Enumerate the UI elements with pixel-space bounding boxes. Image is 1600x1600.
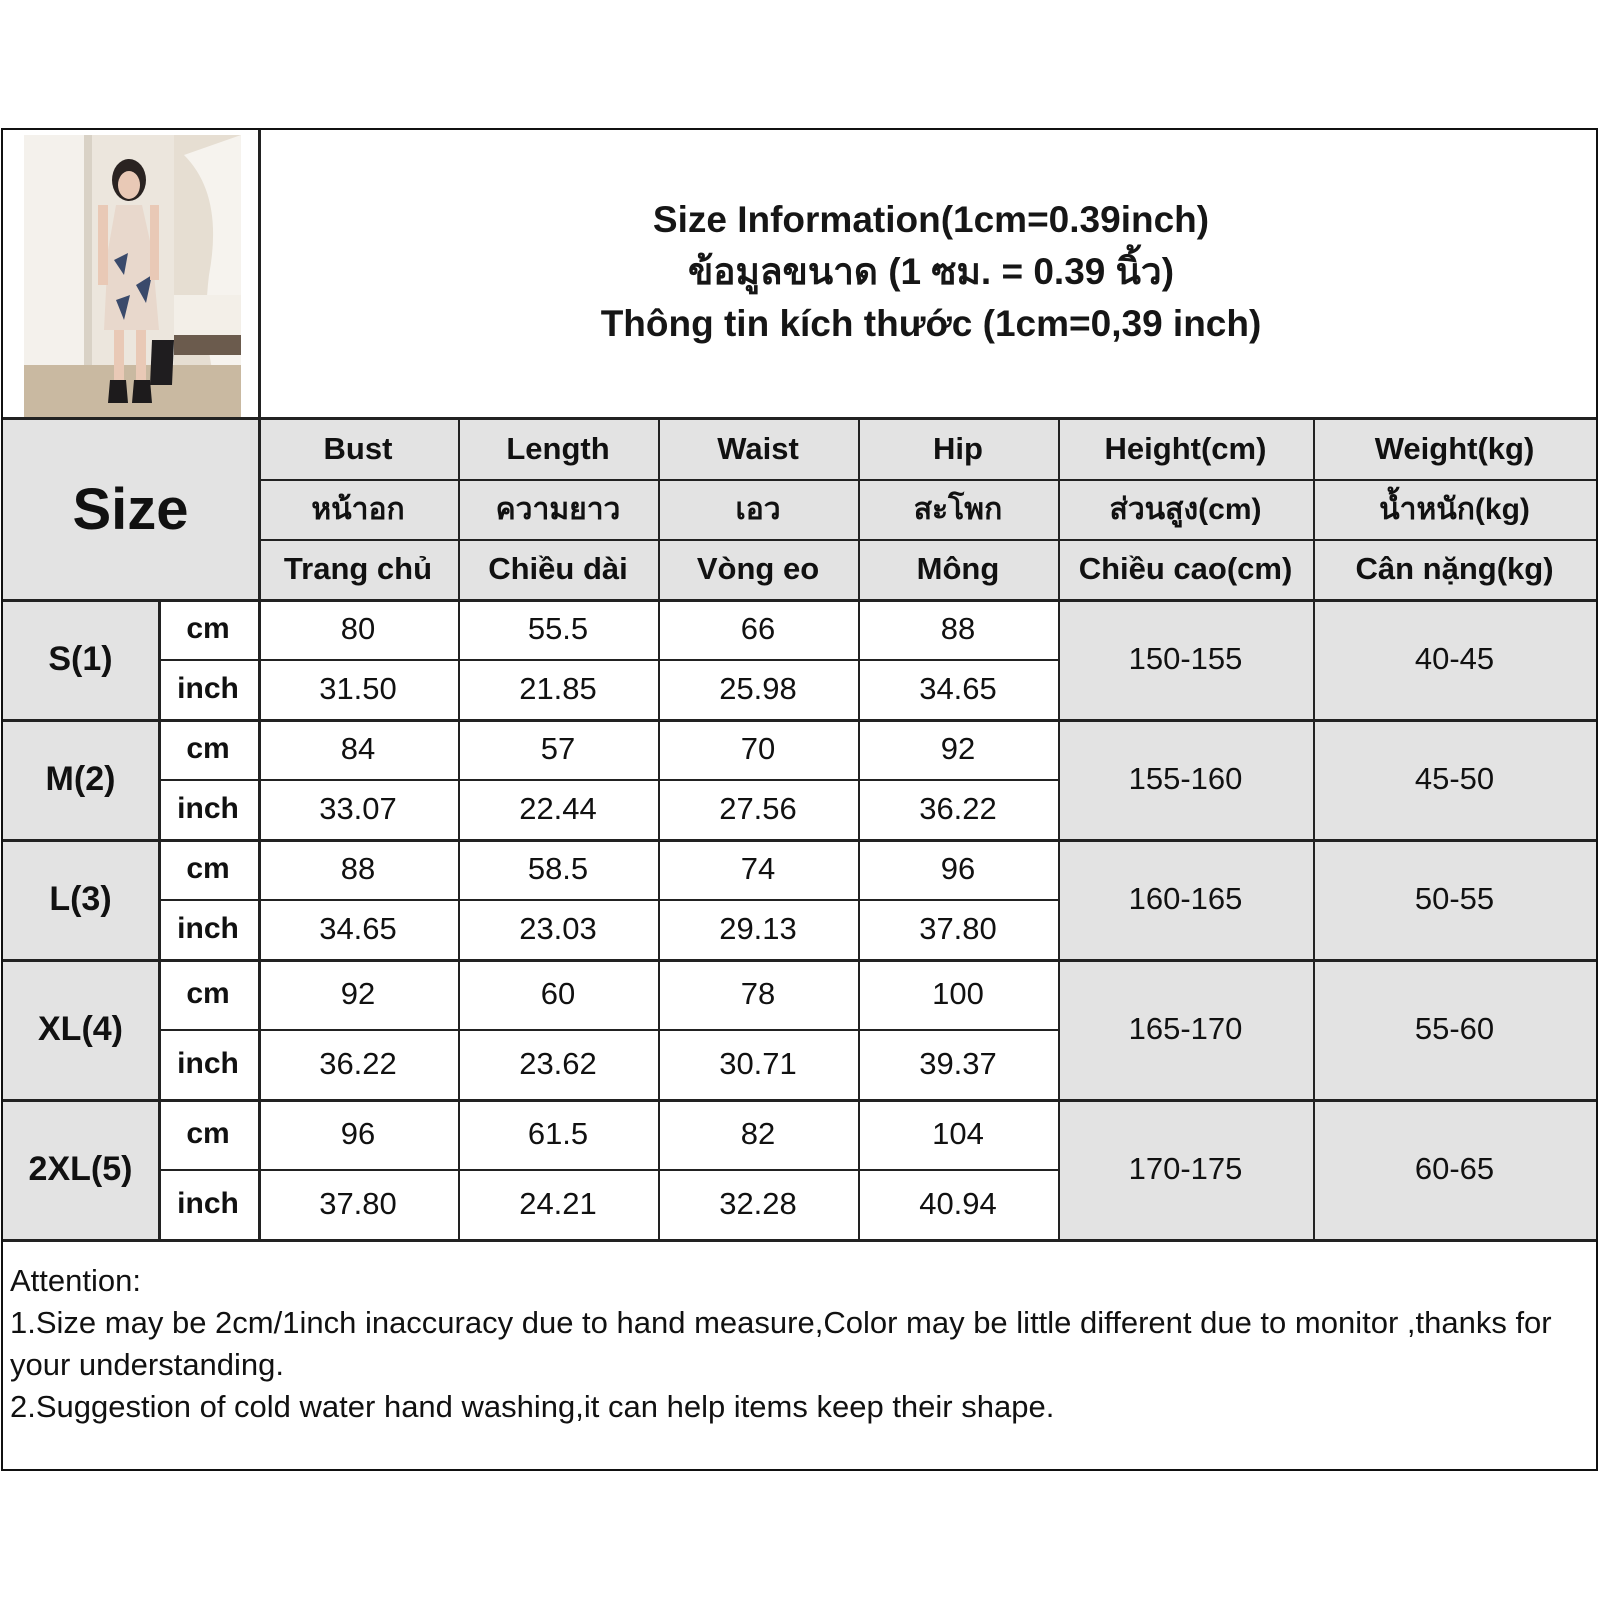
grid-line	[158, 599, 161, 1239]
measure-cm-cell: 96	[858, 839, 1058, 899]
measure-inch-cell: 32.28	[658, 1169, 858, 1239]
column-header-th: เอว	[658, 479, 858, 539]
measure-inch-cell: 27.56	[658, 779, 858, 839]
measure-inch-cell: 24.21	[458, 1169, 658, 1239]
unit-inch-label: inch	[158, 1169, 258, 1239]
column-header-vi: Trang chủ	[258, 539, 458, 599]
column-header-en: Weight(kg)	[1313, 419, 1596, 479]
size-label-cell: M(2)	[3, 719, 158, 839]
unit-cm-label: cm	[158, 1099, 258, 1169]
unit-inch-label: inch	[158, 779, 258, 839]
measure-cm-cell: 104	[858, 1099, 1058, 1169]
column-header-en: Height(cm)	[1058, 419, 1313, 479]
grid-line	[658, 419, 660, 1239]
weight-range-cell: 45-50	[1313, 719, 1596, 839]
measure-inch-cell: 21.85	[458, 659, 658, 719]
measure-cm-cell: 55.5	[458, 599, 658, 659]
grid-line	[458, 419, 460, 1239]
grid-line	[258, 130, 261, 419]
measure-cm-cell: 100	[858, 959, 1058, 1029]
height-range-cell: 160-165	[1058, 839, 1313, 959]
note-item-2: 2.Suggestion of cold water hand washing,it can help items keep their shape.	[10, 1389, 1055, 1424]
column-header-vi: Mông	[858, 539, 1058, 599]
grid-line	[3, 839, 1596, 842]
grid-line	[3, 1099, 1596, 1102]
column-header-vi: Cân nặng(kg)	[1313, 539, 1596, 599]
measure-inch-cell: 30.71	[658, 1029, 858, 1099]
measure-cm-cell: 82	[658, 1099, 858, 1169]
unit-cm-label: cm	[158, 719, 258, 779]
grid-line	[1313, 419, 1315, 1239]
measure-cm-cell: 88	[258, 839, 458, 899]
measure-inch-cell: 31.50	[258, 659, 458, 719]
grid-line	[158, 659, 1058, 661]
unit-cm-label: cm	[158, 839, 258, 899]
measure-cm-cell: 84	[258, 719, 458, 779]
size-label-cell: L(3)	[3, 839, 158, 959]
unit-inch-label: inch	[158, 899, 258, 959]
measure-inch-cell: 25.98	[658, 659, 858, 719]
measure-inch-cell: 22.44	[458, 779, 658, 839]
notes-heading: Attention:	[10, 1263, 141, 1298]
height-range-cell: 170-175	[1058, 1099, 1313, 1239]
unit-cm-label: cm	[158, 959, 258, 1029]
measure-cm-cell: 60	[458, 959, 658, 1029]
height-range-cell: 165-170	[1058, 959, 1313, 1099]
size-label-cell: XL(4)	[3, 959, 158, 1099]
measure-inch-cell: 29.13	[658, 899, 858, 959]
measure-cm-cell: 58.5	[458, 839, 658, 899]
measure-inch-cell: 23.62	[458, 1029, 658, 1099]
unit-inch-label: inch	[158, 1029, 258, 1099]
weight-range-cell: 50-55	[1313, 839, 1596, 959]
grid-line	[158, 1029, 1058, 1031]
size-label-cell: 2XL(5)	[3, 1099, 158, 1239]
height-range-cell: 155-160	[1058, 719, 1313, 839]
size-label-cell: S(1)	[3, 599, 158, 719]
weight-range-cell: 60-65	[1313, 1099, 1596, 1239]
size-information-title	[265, 194, 1597, 350]
grid-line	[158, 779, 1058, 781]
column-header-en: Length	[458, 419, 658, 479]
measure-inch-cell: 34.65	[258, 899, 458, 959]
weight-range-cell: 40-45	[1313, 599, 1596, 719]
column-header-en: Waist	[658, 419, 858, 479]
column-header-th: น้ำหนัก(kg)	[1313, 479, 1596, 539]
grid-line	[1058, 419, 1060, 1239]
size-header: Size	[3, 419, 258, 599]
column-header-vi: Chiều dài	[458, 539, 658, 599]
measure-inch-cell: 34.65	[858, 659, 1058, 719]
grid-line	[3, 417, 1596, 420]
grid-line	[158, 1169, 1058, 1171]
product-photo-image	[24, 135, 241, 421]
column-header-th: สะโพก	[858, 479, 1058, 539]
measure-cm-cell: 92	[258, 959, 458, 1029]
measure-cm-cell: 61.5	[458, 1099, 658, 1169]
measure-cm-cell: 88	[858, 599, 1058, 659]
measure-cm-cell: 70	[658, 719, 858, 779]
title-line-vi: Thông tin kích thước (1cm=0,39 inch)	[600, 303, 1262, 344]
measure-cm-cell: 80	[258, 599, 458, 659]
grid-line	[158, 899, 1058, 901]
measure-cm-cell: 96	[258, 1099, 458, 1169]
column-header-en: Bust	[258, 419, 458, 479]
note-item-1: 1.Size may be 2cm/1inch inaccuracy due to hand measure,Color may be little different due to monitor ,thanks for your understanding.	[10, 1305, 1552, 1382]
unit-cm-label: cm	[158, 599, 258, 659]
measure-inch-cell: 36.22	[258, 1029, 458, 1099]
grid-line	[858, 419, 860, 1239]
height-range-cell: 150-155	[1058, 599, 1313, 719]
title-line-th: ข้อมูลขนาด (1 ซม. = 0.39 นิ้ว)	[687, 251, 1175, 292]
measure-cm-cell: 74	[658, 839, 858, 899]
grid-line	[258, 419, 261, 1239]
column-header-en: Hip	[858, 419, 1058, 479]
grid-line	[3, 719, 1596, 722]
measure-inch-cell: 36.22	[858, 779, 1058, 839]
measure-inch-cell: 40.94	[858, 1169, 1058, 1239]
measure-inch-cell: 37.80	[858, 899, 1058, 959]
grid-line	[3, 959, 1596, 962]
measure-inch-cell: 39.37	[858, 1029, 1058, 1099]
measure-cm-cell: 78	[658, 959, 858, 1029]
attention-notes	[10, 1260, 1590, 1428]
unit-inch-label: inch	[158, 659, 258, 719]
measure-inch-cell: 23.03	[458, 899, 658, 959]
grid-line	[3, 599, 1596, 602]
weight-range-cell: 55-60	[1313, 959, 1596, 1099]
column-header-th: หน้าอก	[258, 479, 458, 539]
size-chart-sheet	[1, 128, 1598, 1471]
product-photo	[24, 135, 241, 421]
column-header-vi: Vòng eo	[658, 539, 858, 599]
column-header-th: ส่วนสูง(cm)	[1058, 479, 1313, 539]
measure-cm-cell: 66	[658, 599, 858, 659]
grid-line	[3, 1239, 1596, 1242]
measure-cm-cell: 92	[858, 719, 1058, 779]
column-header-vi: Chiều cao(cm)	[1058, 539, 1313, 599]
column-header-th: ความยาว	[458, 479, 658, 539]
measure-inch-cell: 33.07	[258, 779, 458, 839]
measure-inch-cell: 37.80	[258, 1169, 458, 1239]
measure-cm-cell: 57	[458, 719, 658, 779]
title-line-en: Size Information(1cm=0.39inch)	[652, 199, 1210, 240]
